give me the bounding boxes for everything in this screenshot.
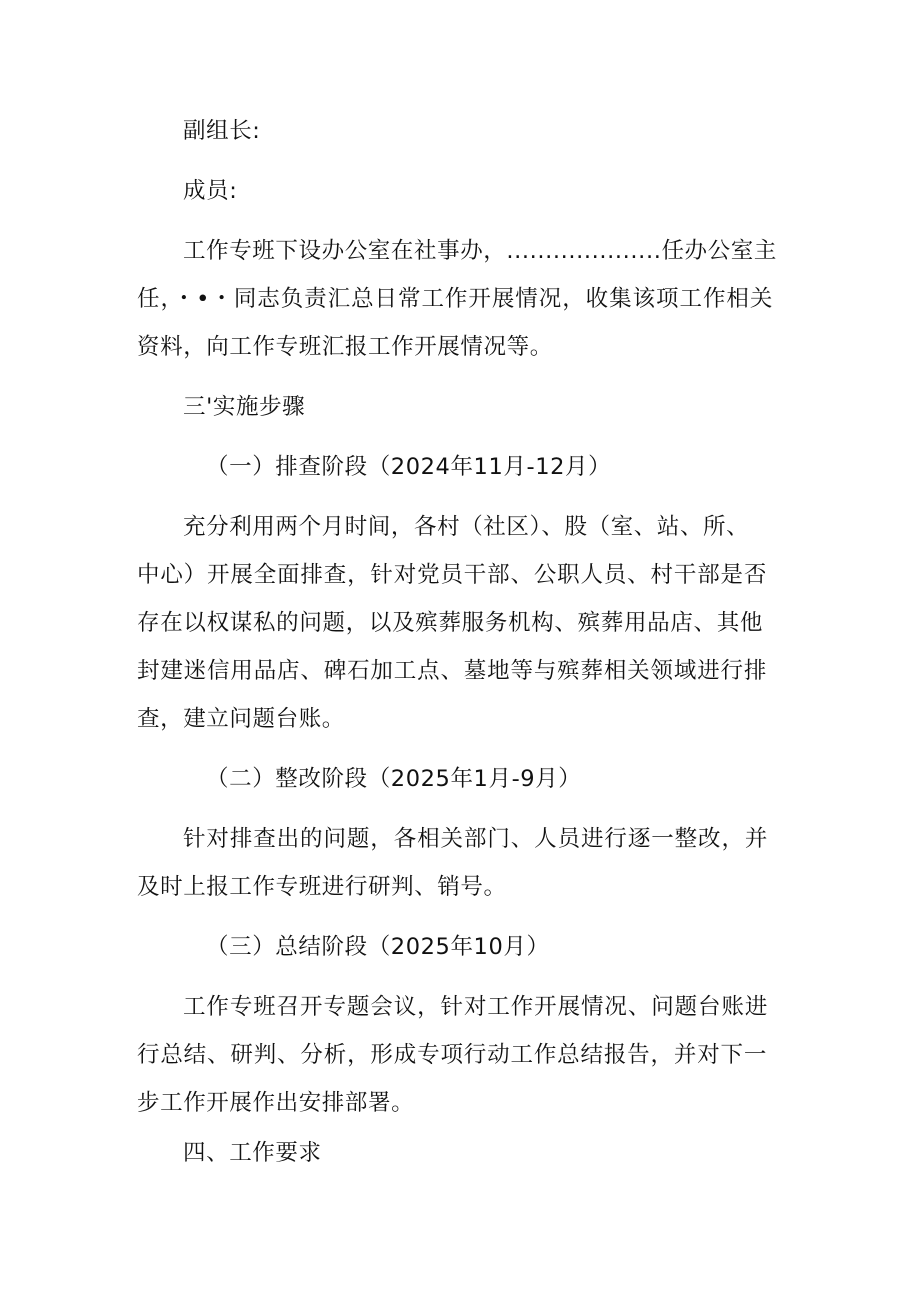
stage-paragraph-line: 针对排查出的问题，各相关部门、人员进行逐一整改，并 — [183, 826, 768, 852]
stage-paragraph-line: 及时上报工作专班进行研判、销号。 — [137, 874, 507, 900]
section-heading: 四、工作要求 — [183, 1140, 322, 1166]
stage-heading: （二）整改阶段（2025年1月-9月） — [206, 766, 582, 792]
stage-paragraph-line: 查，建立问题台账。 — [137, 706, 345, 732]
office-paragraph-line: 任，・•・同志负责汇总日常工作开展情况，收集该项工作相关 — [137, 286, 773, 312]
vice-leader-label: 副组长: — [183, 118, 261, 144]
section-heading: 三'实施步骤 — [183, 394, 306, 420]
stage-paragraph-line: 工作专班召开专题会议，针对工作开展情况、问题台账进 — [183, 994, 768, 1020]
stage-paragraph-line: 封建迷信用品店、碑石加工点、墓地等与殡葬相关领域进行排 — [137, 658, 767, 684]
stage-heading: （一）排查阶段（2024年11月-12月） — [206, 454, 612, 480]
stage-paragraph-line: 中心）开展全面排查，针对党员干部、公职人员、村干部是否 — [137, 562, 767, 588]
stage-paragraph-line: 行总结、研判、分析，形成专项行动工作总结报告，并对下一 — [137, 1042, 767, 1068]
office-paragraph-line: 资料，向工作专班汇报工作开展情况等。 — [137, 334, 553, 360]
stage-paragraph-line: 存在以权谋私的问题，以及殡葬服务机构、殡葬用品店、其他 — [137, 610, 763, 636]
stage-heading: （三）总结阶段（2025年10月） — [206, 934, 550, 960]
office-paragraph-line: 工作专班下设办公室在社事办，....................任办公室主 — [183, 238, 777, 264]
stage-paragraph-line: 充分利用两个月时间，各村（社区）、股（室、站、所、 — [183, 514, 750, 540]
members-label: 成员: — [183, 178, 238, 204]
stage-paragraph-line: 步工作开展作出安排部署。 — [137, 1090, 415, 1116]
